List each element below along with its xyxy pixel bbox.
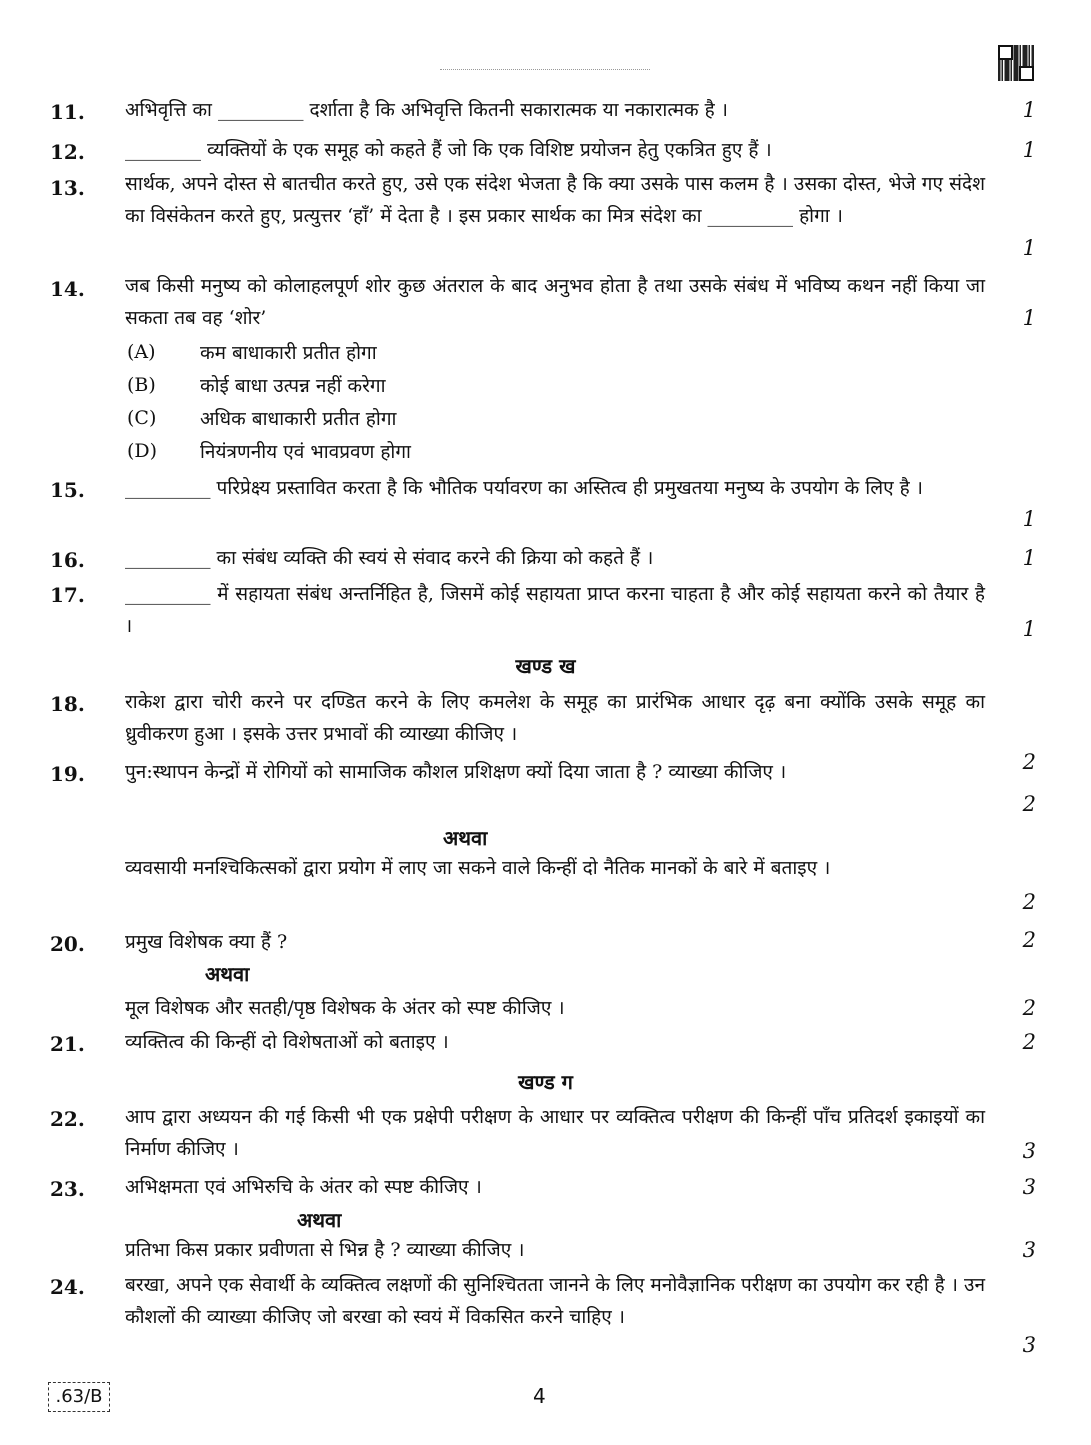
question-number: 18. <box>50 692 85 716</box>
question-text: जब किसी मनुष्य को कोलाहलपूर्ण शोर कुछ अंतराल के बाद अनुभव होता है तथा उसके संबंध में भविष्य कथन नहीं किया जा सकता तब वह ‘शोर’ <box>125 275 985 329</box>
question-number: 16. <box>50 548 85 572</box>
question-number: 19. <box>50 762 85 786</box>
marks: 1 <box>1022 98 1036 122</box>
marks: 1 <box>1022 507 1036 531</box>
question-number: 14. <box>50 277 85 301</box>
marks: 1 <box>1022 306 1036 330</box>
qr-code <box>998 45 1034 81</box>
question-text: प्रतिभा किस प्रकार प्रवीणता से भिन्न है ? व्याख्या कीजिए । <box>125 1239 525 1261</box>
or-heading: अथवा <box>443 826 488 850</box>
marks: 2 <box>1022 890 1036 914</box>
marks: 2 <box>1022 750 1036 774</box>
marks: 1 <box>1022 617 1036 641</box>
marks: 3 <box>1022 1333 1036 1357</box>
question-number: 12. <box>50 140 85 164</box>
or-heading: अथवा <box>297 1208 342 1232</box>
question-text: सार्थक, अपने दोस्त से बातचीत करते हुए, उसे एक संदेश भेजता है कि क्या उसके पास कलम है । उसका दोस्त, भेजे गए संदेश का विसंकेतन करते हुए, प्रत्युत्तर ‘हाँ’ में देता है । इस प्रकार सार्थक का मित्र संदेश का _________ होगा । <box>125 173 985 227</box>
marks: 2 <box>1022 996 1036 1020</box>
marks: 1 <box>1022 236 1036 260</box>
question-text: अभिवृत्ति का _________ दर्शाता है कि अभिवृत्ति कितनी सकारात्मक या नकारात्मक है । <box>125 99 729 121</box>
option-label: (D) <box>127 440 158 462</box>
question-text: आप द्वारा अध्ययन की गई किसी भी एक प्रक्षेपी परीक्षण के आधार पर व्यक्तित्व परीक्षण की किन्हीं पाँच प्रतिदर्श इकाइयों का निर्माण कीजिए । <box>125 1106 985 1160</box>
marks: 3 <box>1022 1139 1036 1163</box>
question-text: मूल विशेषक और सतही/पृष्ठ विशेषक के अंतर को स्पष्ट कीजिए । <box>125 997 565 1019</box>
option-text: कोई बाधा उत्पन्न नहीं करेगा <box>200 375 386 397</box>
marks: 2 <box>1022 928 1036 952</box>
marks: 3 <box>1022 1175 1036 1199</box>
or-heading: अथवा <box>205 962 250 986</box>
question-number: 22. <box>50 1107 85 1131</box>
option-label: (C) <box>127 407 157 429</box>
question-text: बरखा, अपने एक सेवार्थी के व्यक्तित्व लक्षणों की सुनिश्चितता जानने के लिए मनोवैज्ञानिक परीक्षण का उपयोग कर रही है । उन कौशलों की व्याख्या कीजिए जो बरखा को स्वयं में विकसित करने चाहिए । <box>125 1274 985 1328</box>
question-number: 20. <box>50 932 85 956</box>
question-number: 15. <box>50 478 85 502</box>
question-text: राकेश द्वारा चोरी करने पर दण्डित करने के लिए कमलेश के समूह का प्रारंभिक आधार दृढ़ बना क्योंकि उसके समूह का ध्रुवीकरण हुआ । इसके उत्तर प्रभावों की व्याख्या कीजिए । <box>125 691 985 745</box>
question-text: व्यवसायी मनश्चिकित्सकों द्वारा प्रयोग में लाए जा सकने वाले किन्हीं दो नैतिक मानकों के बारे में बताइए । <box>125 857 831 879</box>
question-text: ________ व्यक्तियों के एक समूह को कहते हैं जो कि एक विशिष्ट प्रयोजन हेतु एकत्रित हुए हैं । <box>125 139 772 161</box>
option-text: अधिक बाधाकारी प्रतीत होगा <box>200 408 397 430</box>
question-text: अभिक्षमता एवं अभिरुचि के अंतर को स्पष्ट कीजिए । <box>125 1176 482 1198</box>
question-number: 24. <box>50 1275 85 1299</box>
question-number: 23. <box>50 1177 85 1201</box>
section-heading: खण्ड ख <box>515 654 576 678</box>
paper-code: .63/B <box>48 1382 110 1412</box>
marks: 1 <box>1022 546 1036 570</box>
question-number: 21. <box>50 1032 85 1056</box>
question-text: प्रमुख विशेषक क्या हैं ? <box>125 931 288 953</box>
question-text: _________ परिप्रेक्ष्य प्रस्तावित करता है कि भौतिक पर्यावरण का अस्तित्व ही प्रमुखतया मनुष्य के उपयोग के लिए है । <box>125 477 923 499</box>
option-text: नियंत्रणनीय एवं भावप्रवण होगा <box>200 441 411 463</box>
option-label: (B) <box>127 374 156 396</box>
section-heading: खण्ड ग <box>518 1070 573 1094</box>
marks: 1 <box>1022 138 1036 162</box>
marks: 2 <box>1022 792 1036 816</box>
question-text: पुन:स्थापन केन्द्रों में रोगियों को सामाजिक कौशल प्रशिक्षण क्यों दिया जाता है ? व्याख्या कीजिए । <box>125 761 787 783</box>
page-number: 4 <box>533 1384 546 1408</box>
question-number: 13. <box>50 176 85 200</box>
question-text: व्यक्तित्व की किन्हीं दो विशेषताओं को बताइए । <box>125 1031 449 1053</box>
option-text: कम बाधाकारी प्रतीत होगा <box>200 342 377 364</box>
marks: 3 <box>1022 1238 1036 1262</box>
question-text: _________ का संबंध व्यक्ति की स्वयं से संवाद करने की क्रिया को कहते हैं । <box>125 547 654 569</box>
marks: 2 <box>1022 1030 1036 1054</box>
option-label: (A) <box>127 341 156 363</box>
question-number: 17. <box>50 583 85 607</box>
question-text: _________ में सहायता संबंध अन्तर्निहित है, जिसमें कोई सहायता प्राप्त करना चाहता है और कोई सहायता करने को तैयार है । <box>125 583 985 637</box>
watermark-line <box>440 69 650 73</box>
question-number: 11. <box>50 100 85 124</box>
